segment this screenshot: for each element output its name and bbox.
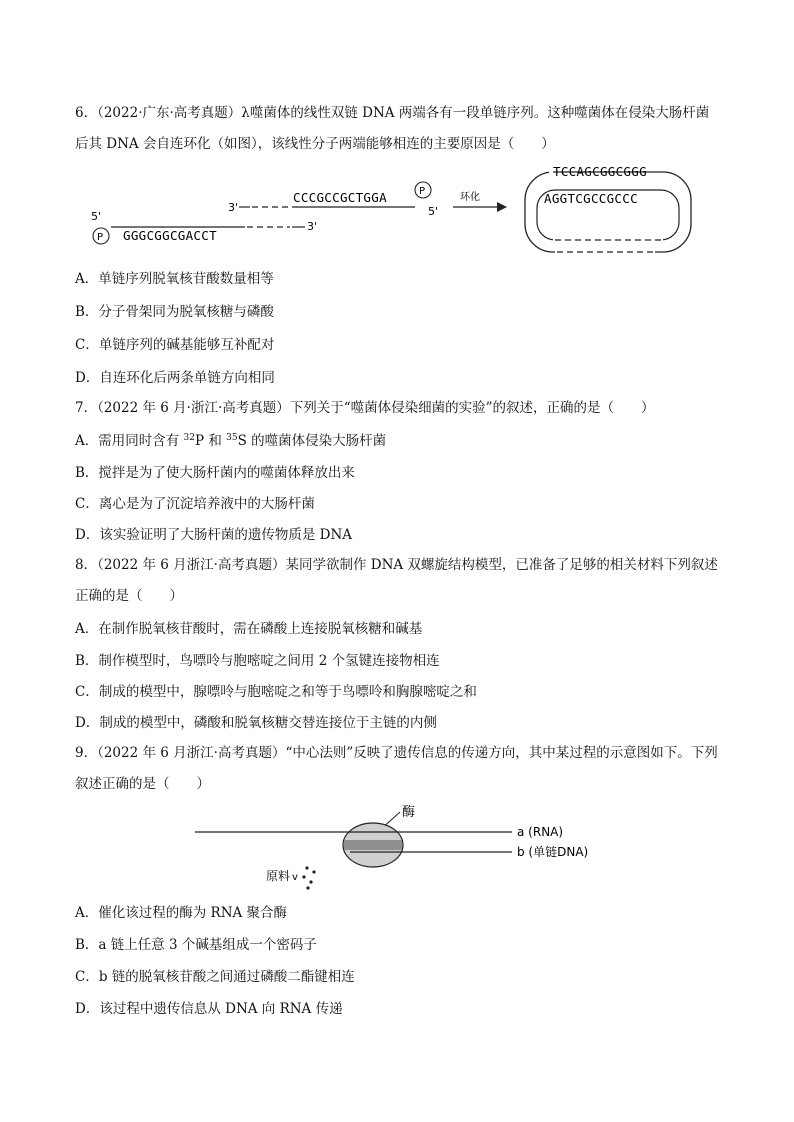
q6-top-seq: CCCGCCGCTGGA [293,190,387,205]
q9-raw-dot-1 [305,866,308,869]
q6-option-a[interactable]: A．单链序列脱氧核苷酸数量相等 [75,271,274,287]
q6-option-d[interactable]: D．自连环化后两条单链方向相同 [75,370,275,386]
q8-option-b[interactable]: B．制作模型时，鸟嘌呤与胞嘧啶之间用 2 个氢键连接物相连 [75,653,440,669]
q8-option-c[interactable]: C．制成的模型中，腺嘌呤与胞嘧啶之和等于鸟嘌呤和胸腺嘧啶之和 [75,684,477,700]
q9-option-b[interactable]: B．a 链上任意 3 个碱基组成一个密码子 [75,937,317,953]
q9-raw-material-label: 原料 [266,869,291,883]
q7-option-d[interactable]: D．该实验证明了大肠杆菌的遗传物质是 DNA [75,527,352,543]
q9-b-label: b (单链DNA) [517,845,589,859]
q9-a-label: a (RNA) [517,825,564,839]
q6-label-5prime-top: 5' [428,205,439,218]
q9-raw-v-icon: v [292,872,298,883]
q6-arrow-label: 环化 [460,192,480,203]
q9-stem-line1: 9．（2022 年 6 月浙江·高考真题）“中心法则”反映了遗传信息的传递方向，其中某过程的示意图如下。下列 [75,745,718,761]
q7-option-a-sup1: 32 [183,433,195,443]
q7-option-c[interactable]: C．离心是为了沉淀培养液中的大肠杆菌 [75,496,315,512]
q9-raw-dot-4 [309,880,312,883]
q9-transcription-figure [190,800,630,895]
q9-raw-dot-2 [312,870,315,873]
q7-option-a-text2: P 和 [195,433,227,449]
q9-option-d[interactable]: D．该过程中遗传信息从 DNA 向 RNA 传递 [75,1001,343,1017]
q7-option-a-sup2: 35 [226,433,238,443]
q7-option-b[interactable]: B．搅拌是为了使大肠杆菌内的噬菌体释放出来 [75,465,355,481]
q6-option-b[interactable]: B．分子骨架同为脱氧核糖与磷酸 [75,304,274,320]
q6-dna-circularization-figure [85,160,705,260]
q6-label-3prime-top: 3' [228,201,239,214]
q6-label-3prime-bottom: 3' [307,220,318,233]
q6-phosphate-bottom-label: P [97,232,104,243]
q9-option-c[interactable]: C．b 链的脱氧核苷酸之间通过磷酸二酯键相连 [75,969,355,985]
q6-ring-inner-seq: AGGTCGCCGCCC [544,191,638,206]
q8-stem-line1: 8．（2022 年 6 月浙江·高考真题）某同学欲制作 DNA 双螺旋结构模型，已准备了足够的相关材料下列叙述 [75,557,718,573]
q6-label-5prime-bottom: 5' [91,210,102,223]
q8-stem-line2: 正确的是（ ） [75,588,183,604]
q6-ring-top-mask [549,170,553,174]
q9-option-a[interactable]: A．催化该过程的酶为 RNA 聚合酶 [75,905,288,921]
q9-raw-dot-3 [302,875,305,878]
q9-stem-line2: 叙述正确的是（ ） [75,776,210,792]
q6-stem-line1: 6．（2022·广东·高考真题）λ噬菌体的线性双链 DNA 两端各有一段单链序列。这种噬菌体在侵染大肠杆菌 [75,105,710,121]
q6-option-c[interactable]: C．单链序列的碱基能够互补配对 [75,337,275,353]
q6-arrow-head-icon [497,202,507,212]
q7-option-a-text3: S 的噬菌体侵染大肠杆菌 [237,433,387,449]
q8-option-d[interactable]: D．制成的模型中，磷酸和脱氧核糖交替连接位于主链的内侧 [75,715,437,731]
q7-option-a-text1: A．需用同时含有 [75,433,184,449]
q6-phosphate-top-label: P [419,186,426,197]
q9-enzyme-label: 酶 [402,805,416,820]
q9-enzyme-shade [344,840,402,850]
q6-stem-line2: 后其 DNA 会自连环化（如图），该线性分子两端能够相连的主要原因是（ ） [75,136,555,152]
q8-option-a[interactable]: A．在制作脱氧核苷酸时，需在磷酸上连接脱氧核糖和碱基 [75,621,423,637]
q7-option-a[interactable] [75,432,386,450]
q6-bottom-seq: GGGCGGCGACCT [123,228,217,243]
q7-stem: 7．（2022 年 6 月·浙江·高考真题）下列关于“噬菌体侵染细菌的实验”的叙述，正确的是（ ） [75,400,655,416]
q9-raw-dot-5 [306,886,309,889]
q6-ring-top-seq: TCCAGCGGCGGG [553,164,647,179]
